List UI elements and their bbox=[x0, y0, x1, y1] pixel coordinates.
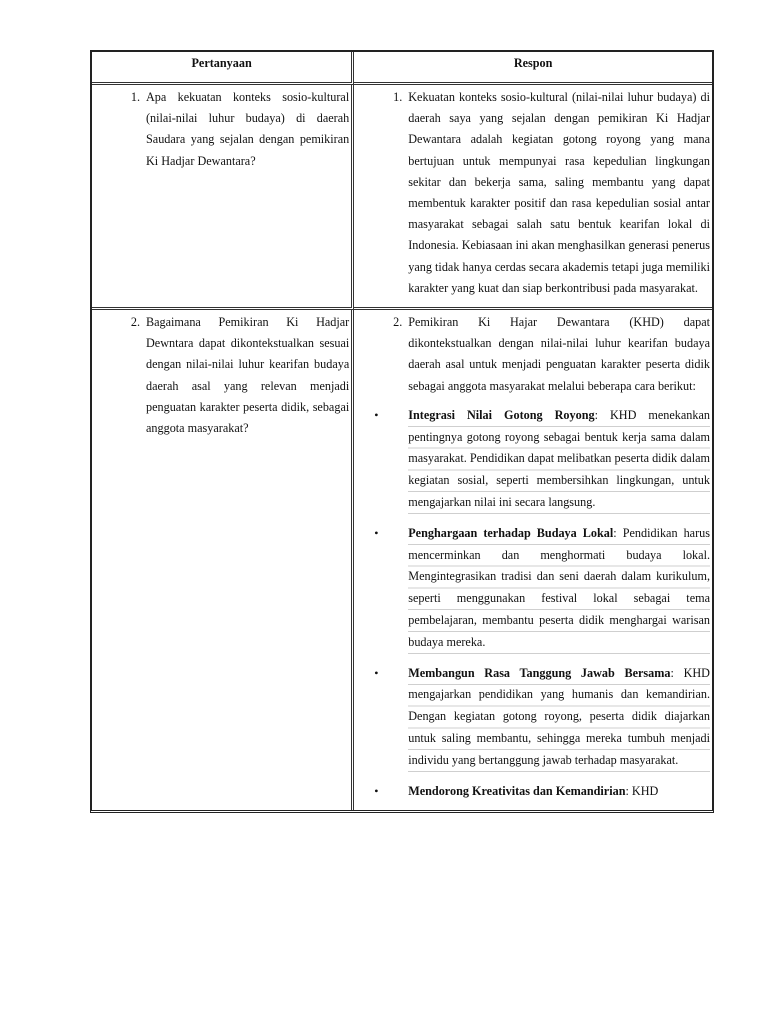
bullet-text bbox=[408, 523, 710, 654]
list-item bbox=[360, 781, 710, 803]
response-number: 2. bbox=[393, 315, 403, 330]
bullet-icon: • bbox=[374, 665, 379, 680]
bullet-icon: • bbox=[374, 525, 379, 540]
bullet-text bbox=[408, 405, 710, 514]
bullet-text bbox=[408, 663, 710, 772]
bullet-separator: : bbox=[625, 783, 629, 798]
response-number: 1. bbox=[393, 90, 403, 104]
bullet-text bbox=[408, 781, 710, 803]
header-response: Respon bbox=[354, 52, 712, 85]
bullet-body: Pendidikan harus mencerminkan dan menghormati budaya lokal. Mengintegrasikan tradisi dan seni daerah dalam kurikulum, seperti menggunakan festival lokal sebagai tema pembelajaran, membantu peserta didik menghargai warisan budaya mereka. bbox=[408, 525, 710, 649]
bullet-title: Mendorong Kreativitas dan Kemandirian bbox=[408, 783, 626, 798]
bullet-separator: : bbox=[613, 525, 617, 540]
bullet-title: Integrasi Nilai Gotong Royong bbox=[408, 407, 595, 422]
response-item bbox=[360, 312, 710, 397]
header-question: Pertanyaan bbox=[92, 52, 354, 85]
table-header-row bbox=[92, 52, 712, 85]
list-item bbox=[360, 523, 710, 654]
response-cell bbox=[354, 85, 712, 310]
bullet-icon: • bbox=[374, 407, 379, 422]
response-text: Kekuatan konteks sosio-kultural (nilai-nilai luhur budaya) di daerah saya yang sejalan dengan pemikiran Ki Hadjar Dewantara adalah kegiatan gotong royong yang mana bertujuan untuk mempunyai rasa kepedulian lingkungan sekitar dan bekerja sama, saling membantu yang dapat membentuk karakter positif dan rasa kepedulian sosial antar masyarakat sebagai salah satu bentuk kearifan lokal di Indonesia. Kebiasaan ini akan menghasilkan generasi penerus yang tidak hanya cerdas secara akademis tetapi juga memiliki karakter yang kuat dan siap berkontribusi pada masyarakat. bbox=[408, 90, 710, 295]
list-item bbox=[360, 663, 710, 772]
bullet-icon: • bbox=[374, 783, 379, 798]
question-number: 2. bbox=[130, 315, 140, 330]
bullet-body: KHD bbox=[628, 783, 659, 798]
table-row bbox=[92, 310, 712, 810]
response-intro: Pemikiran Ki Hajar Dewantara (KHD) dapat dikontekstualkan dengan nilai-nilai luhur kearifan budaya daerah asal untuk menjadi penguatan karakter peserta didik sebagai anggota masyarakat melalui beberapa cara berikut: bbox=[408, 315, 710, 393]
bullet-title: Penghargaan terhadap Budaya Lokal bbox=[408, 525, 614, 540]
bullet-list bbox=[360, 405, 710, 803]
list-item bbox=[360, 405, 710, 514]
question-cell bbox=[92, 85, 354, 310]
question-item bbox=[98, 312, 349, 439]
question-text: Apa kekuatan konteks sosio-kultural (nilai-nilai luhur budaya) di daerah Saudara yang sejalan dengan pemikiran Ki Hadjar Dewantara? bbox=[146, 90, 350, 168]
question-number: 1. bbox=[130, 90, 140, 104]
question-text: Bagaimana Pemikiran Ki Hadjar Dewntara dapat dikontekstualkan sesuai dengan nilai-nilai luhur kearifan budaya daerah asal yang relevan menjadi penguatan karakter peserta didik, sebagai anggota masyarakat? bbox=[146, 315, 350, 436]
bullet-separator: : bbox=[670, 665, 674, 680]
table-row bbox=[92, 85, 712, 310]
bullet-body: KHD mengajarkan pendidikan yang humanis dan kemandirian. Dengan kegiatan gotong royong, peserta didik diajarkan untuk saling membantu, sehingga mereka tumbuh menjadi individu yang bertanggung jawab terhadap masyarakat. bbox=[408, 665, 710, 767]
qa-table bbox=[90, 50, 714, 813]
bullet-title: Membangun Rasa Tanggung Jawab Bersama bbox=[408, 665, 671, 680]
response-item bbox=[360, 87, 710, 299]
question-item bbox=[98, 87, 349, 172]
question-cell bbox=[92, 310, 354, 810]
bullet-separator: : bbox=[594, 407, 598, 422]
bullet-body: KHD menekankan pentingnya gotong royong sebagai bentuk kerja sama dalam masyarakat. Pendidikan dapat melibatkan peserta didik dalam kegiatan sosial, seperti membersihkan lingkungan, untuk mengajarkan nilai ini secara langsung. bbox=[408, 407, 710, 510]
response-cell bbox=[354, 310, 712, 810]
